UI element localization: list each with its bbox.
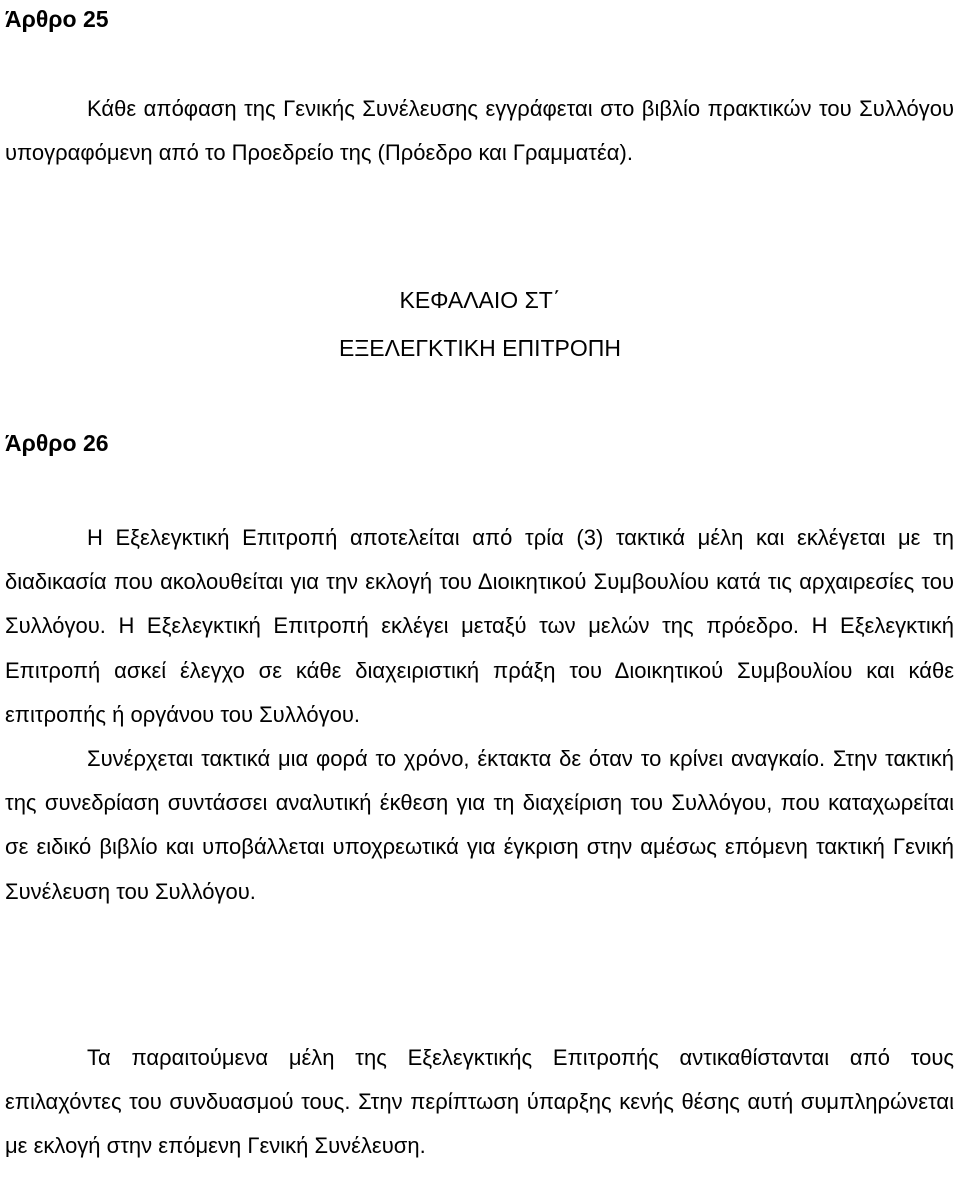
chapter-number: ΚΕΦΑΛΑΙΟ ΣΤ΄ [399, 287, 561, 313]
article-26-paragraph-1: Η Εξελεγκτική Επιτροπή αποτελείται από τρία (3) τακτικά μέλη και εκλέγεται με τη διαδικασία που ακολουθείται για την εκλογή του Διοικητικού Συμβουλίου κατά τις αρχαιρεσίες του Συλλόγου. Η Εξελεγκτική Επιτροπή εκλέγει μεταξύ των μελών της πρόεδρο. Η Εξελεγκτική Επιτροπή ασκεί έλεγχο σε κάθε διαχειριστική πράξη του Διοικητικού Συμβουλίου και κάθε επιτροπής ή οργάνου του Συλλόγου. [5, 525, 954, 727]
article-26-paragraph-2: Συνέρχεται τακτικά μια φορά το χρόνο, έκτακτα δε όταν το κρίνει αναγκαίο. Στην τακτική της συνεδρίαση συντάσσει αναλυτική έκθεση για τη διαχείριση του Συλλόγου, που καταχωρείται σε ειδικό βιβλίο και υποβάλλεται υποχρεωτικά για έγκριση στην αμέσως επόμενη τακτική Γενική Συνέλευση του Συλλόγου. [5, 746, 954, 904]
article-25-heading: Άρθρο 25 [5, 6, 109, 32]
chapter-title: ΕΞΕΛΕΓΚΤΙΚΗ ΕΠΙΤΡΟΠΗ [339, 335, 621, 361]
article-26-body [5, 516, 954, 914]
article-26-paragraph-3: Τα παραιτούμενα μέλη της Εξελεγκτικής Επιτροπής αντικαθίστανται από τους επιλαχόντες του συνδυασμού τους. Στην περίπτωση ύπαρξης κενής θέσης αυτή συμπληρώνεται με εκλογή στην επόμενη Γενική Συνέλευση. [5, 1045, 954, 1159]
article-25-paragraph: Κάθε απόφαση της Γενικής Συνέλευσης εγγράφεται στο βιβλίο πρακτικών του Συλλόγου υπογραφόμενη από το Προεδρείο της (Πρόεδρο και Γραμματέα). [5, 96, 954, 166]
article-26-heading: Άρθρο 26 [5, 430, 109, 456]
